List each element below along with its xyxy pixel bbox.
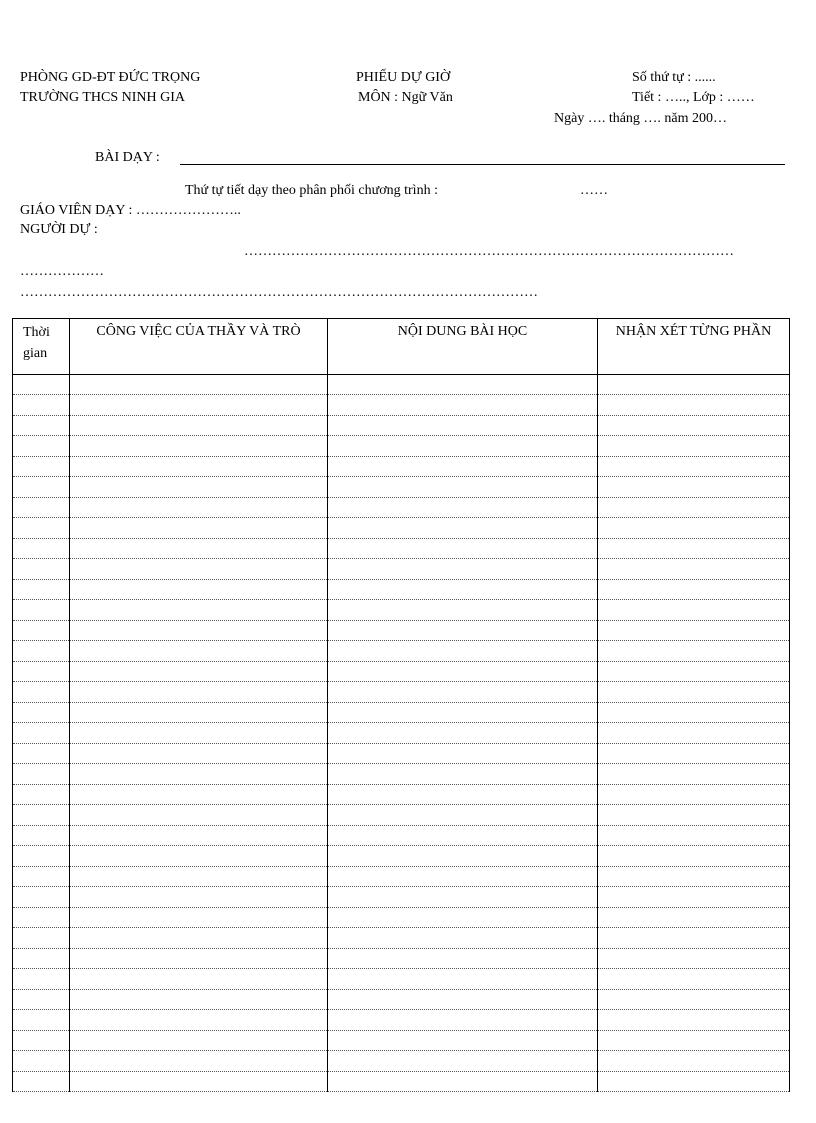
content-cell[interactable] bbox=[328, 497, 598, 518]
table-row bbox=[13, 518, 790, 539]
work-cell[interactable] bbox=[70, 1051, 328, 1072]
work-cell[interactable] bbox=[70, 559, 328, 580]
table-row bbox=[13, 375, 790, 395]
content-cell[interactable] bbox=[328, 907, 598, 928]
header-lesson-content: NỘI DUNG BÀI HỌC bbox=[328, 319, 598, 375]
time-cell[interactable] bbox=[13, 518, 70, 539]
content-cell[interactable] bbox=[328, 641, 598, 662]
work-cell[interactable] bbox=[70, 456, 328, 477]
notes-cell[interactable] bbox=[598, 682, 790, 703]
time-cell[interactable] bbox=[13, 1010, 70, 1031]
notes-cell[interactable] bbox=[598, 805, 790, 826]
table-row bbox=[13, 600, 790, 621]
time-cell[interactable] bbox=[13, 415, 70, 436]
time-cell[interactable] bbox=[13, 477, 70, 498]
notes-cell[interactable] bbox=[598, 559, 790, 580]
work-cell[interactable] bbox=[70, 415, 328, 436]
time-cell[interactable] bbox=[13, 579, 70, 600]
notes-cell[interactable] bbox=[598, 702, 790, 723]
content-cell[interactable] bbox=[328, 538, 598, 559]
table-row bbox=[13, 784, 790, 805]
time-cell[interactable] bbox=[13, 866, 70, 887]
notes-cell[interactable] bbox=[598, 661, 790, 682]
time-cell[interactable] bbox=[13, 375, 70, 395]
notes-cell[interactable] bbox=[598, 866, 790, 887]
content-cell[interactable] bbox=[328, 764, 598, 785]
table-row bbox=[13, 620, 790, 641]
work-cell[interactable] bbox=[70, 825, 328, 846]
time-cell[interactable] bbox=[13, 682, 70, 703]
notes-cell[interactable] bbox=[598, 887, 790, 908]
time-cell[interactable] bbox=[13, 395, 70, 416]
table-row bbox=[13, 661, 790, 682]
table-row bbox=[13, 702, 790, 723]
content-cell[interactable] bbox=[328, 579, 598, 600]
serial-number-label: Số thứ tự : ...... bbox=[632, 70, 716, 85]
time-cell[interactable] bbox=[13, 620, 70, 641]
table-row bbox=[13, 764, 790, 785]
time-cell[interactable] bbox=[13, 948, 70, 969]
content-cell[interactable] bbox=[328, 825, 598, 846]
table-row bbox=[13, 743, 790, 764]
work-cell[interactable] bbox=[70, 723, 328, 744]
work-cell[interactable] bbox=[70, 395, 328, 416]
work-cell[interactable] bbox=[70, 969, 328, 990]
time-cell[interactable] bbox=[13, 1051, 70, 1072]
teacher-label: GIÁO VIÊN DẠY : ………………….. bbox=[20, 203, 241, 218]
content-cell[interactable] bbox=[328, 559, 598, 580]
table-row bbox=[13, 948, 790, 969]
notes-cell[interactable] bbox=[598, 723, 790, 744]
content-cell[interactable] bbox=[328, 948, 598, 969]
work-cell[interactable] bbox=[70, 1030, 328, 1051]
table-row bbox=[13, 477, 790, 498]
work-cell[interactable] bbox=[70, 764, 328, 785]
table-row bbox=[13, 887, 790, 908]
table-row bbox=[13, 538, 790, 559]
work-cell[interactable] bbox=[70, 579, 328, 600]
work-cell[interactable] bbox=[70, 907, 328, 928]
lesson-label: BÀI DẠY : bbox=[95, 150, 160, 165]
work-cell[interactable] bbox=[70, 1071, 328, 1092]
lesson-underline[interactable] bbox=[180, 164, 785, 165]
notes-cell[interactable] bbox=[598, 1010, 790, 1031]
notes-cell[interactable] bbox=[598, 415, 790, 436]
content-cell[interactable] bbox=[328, 723, 598, 744]
notes-cell[interactable] bbox=[598, 989, 790, 1010]
work-cell[interactable] bbox=[70, 928, 328, 949]
observer-dots-line-3: ………………………………………………………………………………………………… bbox=[20, 285, 538, 300]
work-cell[interactable] bbox=[70, 989, 328, 1010]
table-row bbox=[13, 641, 790, 662]
content-cell[interactable] bbox=[328, 600, 598, 621]
time-cell[interactable] bbox=[13, 805, 70, 826]
notes-cell[interactable] bbox=[598, 969, 790, 990]
content-cell[interactable] bbox=[328, 1030, 598, 1051]
work-cell[interactable] bbox=[70, 743, 328, 764]
content-cell[interactable] bbox=[328, 1051, 598, 1072]
content-cell[interactable] bbox=[328, 375, 598, 395]
school-name: TRƯỜNG THCS NINH GIA bbox=[20, 90, 185, 105]
content-cell[interactable] bbox=[328, 682, 598, 703]
subject-label: MÔN : Ngữ Văn bbox=[358, 90, 453, 105]
table-row bbox=[13, 579, 790, 600]
observer-dots-line-1: …………………………………………………………………………………………… bbox=[244, 244, 734, 259]
time-cell[interactable] bbox=[13, 887, 70, 908]
table-row bbox=[13, 723, 790, 744]
table-row bbox=[13, 1071, 790, 1092]
observer-dots-line-2: ……………… bbox=[20, 264, 104, 279]
time-cell[interactable] bbox=[13, 600, 70, 621]
table-row bbox=[13, 989, 790, 1010]
work-cell[interactable] bbox=[70, 784, 328, 805]
time-cell[interactable] bbox=[13, 1071, 70, 1092]
header-section-notes: NHẬN XÉT TỪNG PHẦN bbox=[598, 319, 790, 375]
content-cell[interactable] bbox=[328, 846, 598, 867]
time-cell[interactable] bbox=[13, 436, 70, 457]
notes-cell[interactable] bbox=[598, 948, 790, 969]
notes-cell[interactable] bbox=[598, 784, 790, 805]
time-cell[interactable] bbox=[13, 641, 70, 662]
notes-cell[interactable] bbox=[598, 1051, 790, 1072]
table-row bbox=[13, 1051, 790, 1072]
time-cell[interactable] bbox=[13, 989, 70, 1010]
header-time: Thời gian bbox=[13, 319, 70, 375]
work-cell[interactable] bbox=[70, 518, 328, 539]
work-cell[interactable] bbox=[70, 477, 328, 498]
time-cell[interactable] bbox=[13, 825, 70, 846]
work-cell[interactable] bbox=[70, 538, 328, 559]
notes-cell[interactable] bbox=[598, 620, 790, 641]
table-row bbox=[13, 805, 790, 826]
work-cell[interactable] bbox=[70, 866, 328, 887]
notes-cell[interactable] bbox=[598, 928, 790, 949]
notes-cell[interactable] bbox=[598, 477, 790, 498]
time-cell[interactable] bbox=[13, 497, 70, 518]
time-cell[interactable] bbox=[13, 846, 70, 867]
time-cell[interactable] bbox=[13, 907, 70, 928]
observation-table bbox=[12, 318, 790, 1092]
table-row bbox=[13, 1010, 790, 1031]
time-cell[interactable] bbox=[13, 661, 70, 682]
content-cell[interactable] bbox=[328, 620, 598, 641]
time-cell[interactable] bbox=[13, 1030, 70, 1051]
work-cell[interactable] bbox=[70, 846, 328, 867]
notes-cell[interactable] bbox=[598, 579, 790, 600]
content-cell[interactable] bbox=[328, 456, 598, 477]
content-cell[interactable] bbox=[328, 866, 598, 887]
observer-label: NGƯỜI DỰ : bbox=[20, 222, 98, 237]
notes-cell[interactable] bbox=[598, 456, 790, 477]
content-cell[interactable] bbox=[328, 436, 598, 457]
time-cell[interactable] bbox=[13, 928, 70, 949]
work-cell[interactable] bbox=[70, 948, 328, 969]
content-cell[interactable] bbox=[328, 395, 598, 416]
content-cell[interactable] bbox=[328, 415, 598, 436]
table-row bbox=[13, 415, 790, 436]
table-row bbox=[13, 825, 790, 846]
notes-cell[interactable] bbox=[598, 538, 790, 559]
notes-cell[interactable] bbox=[598, 641, 790, 662]
period-order-label: Thứ tự tiết dạy theo phân phối chương trình : bbox=[185, 183, 438, 198]
notes-cell[interactable] bbox=[598, 518, 790, 539]
content-cell[interactable] bbox=[328, 969, 598, 990]
table-row bbox=[13, 846, 790, 867]
table-row bbox=[13, 395, 790, 416]
content-cell[interactable] bbox=[328, 784, 598, 805]
work-cell[interactable] bbox=[70, 497, 328, 518]
work-cell[interactable] bbox=[70, 1010, 328, 1031]
time-cell[interactable] bbox=[13, 456, 70, 477]
work-cell[interactable] bbox=[70, 641, 328, 662]
work-cell[interactable] bbox=[70, 805, 328, 826]
department-name: PHÒNG GD-ĐT ĐỨC TRỌNG bbox=[20, 70, 201, 85]
content-cell[interactable] bbox=[328, 518, 598, 539]
time-cell[interactable] bbox=[13, 764, 70, 785]
date-label: Ngày …. tháng …. năm 200… bbox=[554, 111, 728, 126]
time-cell[interactable] bbox=[13, 559, 70, 580]
table-header-row bbox=[13, 319, 790, 375]
notes-cell[interactable] bbox=[598, 375, 790, 395]
period-order-value: …… bbox=[580, 183, 608, 198]
work-cell[interactable] bbox=[70, 375, 328, 395]
period-class-label: Tiết : ….., Lớp : …… bbox=[632, 90, 755, 105]
content-cell[interactable] bbox=[328, 477, 598, 498]
table-row bbox=[13, 866, 790, 887]
time-cell[interactable] bbox=[13, 969, 70, 990]
notes-cell[interactable] bbox=[598, 1071, 790, 1092]
content-cell[interactable] bbox=[328, 1010, 598, 1031]
content-cell[interactable] bbox=[328, 661, 598, 682]
work-cell[interactable] bbox=[70, 682, 328, 703]
table-row bbox=[13, 969, 790, 990]
notes-cell[interactable] bbox=[598, 600, 790, 621]
work-cell[interactable] bbox=[70, 702, 328, 723]
time-cell[interactable] bbox=[13, 743, 70, 764]
table-row bbox=[13, 907, 790, 928]
work-cell[interactable] bbox=[70, 600, 328, 621]
time-cell[interactable] bbox=[13, 784, 70, 805]
content-cell[interactable] bbox=[328, 928, 598, 949]
content-cell[interactable] bbox=[328, 989, 598, 1010]
content-cell[interactable] bbox=[328, 805, 598, 826]
work-cell[interactable] bbox=[70, 887, 328, 908]
time-cell[interactable] bbox=[13, 723, 70, 744]
table-row bbox=[13, 436, 790, 457]
content-cell[interactable] bbox=[328, 743, 598, 764]
table-row bbox=[13, 559, 790, 580]
content-cell[interactable] bbox=[328, 887, 598, 908]
work-cell[interactable] bbox=[70, 436, 328, 457]
content-cell[interactable] bbox=[328, 702, 598, 723]
table-row bbox=[13, 928, 790, 949]
notes-cell[interactable] bbox=[598, 743, 790, 764]
table-row bbox=[13, 1030, 790, 1051]
notes-cell[interactable] bbox=[598, 497, 790, 518]
time-cell[interactable] bbox=[13, 538, 70, 559]
table-row bbox=[13, 497, 790, 518]
notes-cell[interactable] bbox=[598, 846, 790, 867]
table-row bbox=[13, 456, 790, 477]
notes-cell[interactable] bbox=[598, 907, 790, 928]
table-row bbox=[13, 682, 790, 703]
work-cell[interactable] bbox=[70, 620, 328, 641]
form-title: PHIẾU DỰ GIỜ bbox=[356, 70, 451, 85]
notes-cell[interactable] bbox=[598, 1030, 790, 1051]
notes-cell[interactable] bbox=[598, 764, 790, 785]
notes-cell[interactable] bbox=[598, 825, 790, 846]
time-cell[interactable] bbox=[13, 702, 70, 723]
notes-cell[interactable] bbox=[598, 395, 790, 416]
table-body bbox=[13, 375, 790, 1092]
content-cell[interactable] bbox=[328, 1071, 598, 1092]
header-teacher-student-work: CÔNG VIỆC CỦA THẦY VÀ TRÒ bbox=[70, 319, 328, 375]
notes-cell[interactable] bbox=[598, 436, 790, 457]
work-cell[interactable] bbox=[70, 661, 328, 682]
